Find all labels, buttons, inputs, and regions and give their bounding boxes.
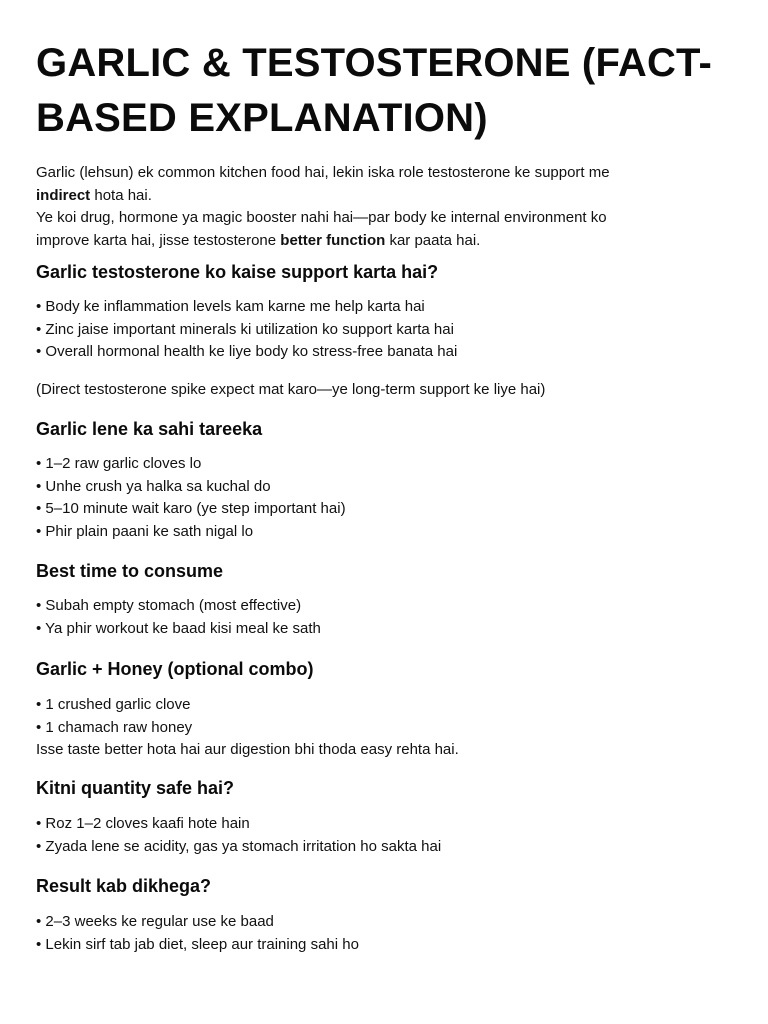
list-item: • Body ke inflammation levels kam karne me help karta hai bbox=[36, 298, 425, 315]
list-item: • Overall hormonal health ke liye body ko stress-free banata hai bbox=[36, 343, 458, 360]
list-item: • Roz 1–2 cloves kaafi hote hain bbox=[36, 815, 250, 832]
intro-line-4-post: kar paata hai. bbox=[385, 231, 481, 249]
intro-line-4-pre: improve karta hai, jisse testosterone bbox=[36, 231, 281, 249]
list-item: • 1 crushed garlic clove bbox=[36, 696, 191, 713]
list-item: • 1–2 raw garlic cloves lo bbox=[36, 455, 202, 472]
section-honey bbox=[36, 657, 738, 762]
intro-line-1: Garlic (lehsun) ek common kitchen food hai, lekin iska role testosterone ke support me bbox=[36, 164, 610, 181]
list-item: • Unhe crush ya halka sa kuchal do bbox=[36, 477, 271, 495]
list-item: • Phir plain paani ke sath nigal lo bbox=[36, 522, 254, 540]
intro-bold-indirect: indirect bbox=[36, 186, 91, 204]
section-support bbox=[36, 260, 738, 364]
section-heading: Result kab dikhega? bbox=[36, 876, 212, 896]
bullet-list bbox=[36, 595, 738, 640]
section-method bbox=[36, 417, 738, 543]
section-heading: Garlic testosterone ko kaise support karta hai? bbox=[36, 262, 439, 282]
intro-line-2-rest: hota hai. bbox=[90, 186, 152, 204]
page-title-line-1: GARLIC & TESTOSTERONE (FACT- bbox=[36, 41, 712, 85]
bullet-list bbox=[36, 813, 738, 858]
intro-paragraph bbox=[36, 162, 732, 252]
intro-line-4 bbox=[36, 230, 732, 253]
section-heading: Garlic lene ka sahi tareeka bbox=[36, 419, 263, 439]
bullet-list bbox=[36, 911, 738, 956]
list-item: • Ya phir workout ke baad kisi meal ke sath bbox=[36, 619, 321, 637]
intro-bold-better-function: better function bbox=[280, 231, 386, 249]
support-note: (Direct testosterone spike expect mat karo—ye long-term support ke liye hai) bbox=[36, 381, 546, 398]
page-title bbox=[36, 36, 732, 146]
list-item: • Subah empty stomach (most effective) bbox=[36, 597, 302, 614]
list-item: • 2–3 weeks ke regular use ke baad bbox=[36, 913, 274, 930]
bullet-list bbox=[36, 694, 738, 739]
list-item: • 5–10 minute wait karo (ye step important hai) bbox=[36, 500, 346, 517]
honey-note: Isse taste better hota hai aur digestion bhi thoda easy rehta hai. bbox=[36, 741, 459, 758]
intro-line-2 bbox=[36, 185, 732, 208]
section-heading: Kitni quantity safe hai? bbox=[36, 778, 235, 798]
section-heading: Best time to consume bbox=[36, 561, 224, 581]
list-item: • Lekin sirf tab jab diet, sleep aur training sahi ho bbox=[36, 935, 359, 953]
section-timing bbox=[36, 559, 738, 640]
list-item: • Zyada lene se acidity, gas ya stomach irritation ho sakta hai bbox=[36, 837, 442, 855]
section-heading: Garlic + Honey (optional combo) bbox=[36, 659, 314, 679]
bullet-list bbox=[36, 453, 738, 543]
intro-line-3: Ye koi drug, hormone ya magic booster nahi hai—par body ke internal environment ko bbox=[36, 209, 607, 226]
section-quantity bbox=[36, 776, 738, 858]
list-item: • 1 chamach raw honey bbox=[36, 718, 193, 736]
page-title-line-2: BASED EXPLANATION) bbox=[36, 96, 488, 140]
bullet-list bbox=[36, 296, 738, 364]
section-result bbox=[36, 874, 738, 956]
list-item: • Zinc jaise important minerals ki utilization ko support karta hai bbox=[36, 320, 454, 338]
